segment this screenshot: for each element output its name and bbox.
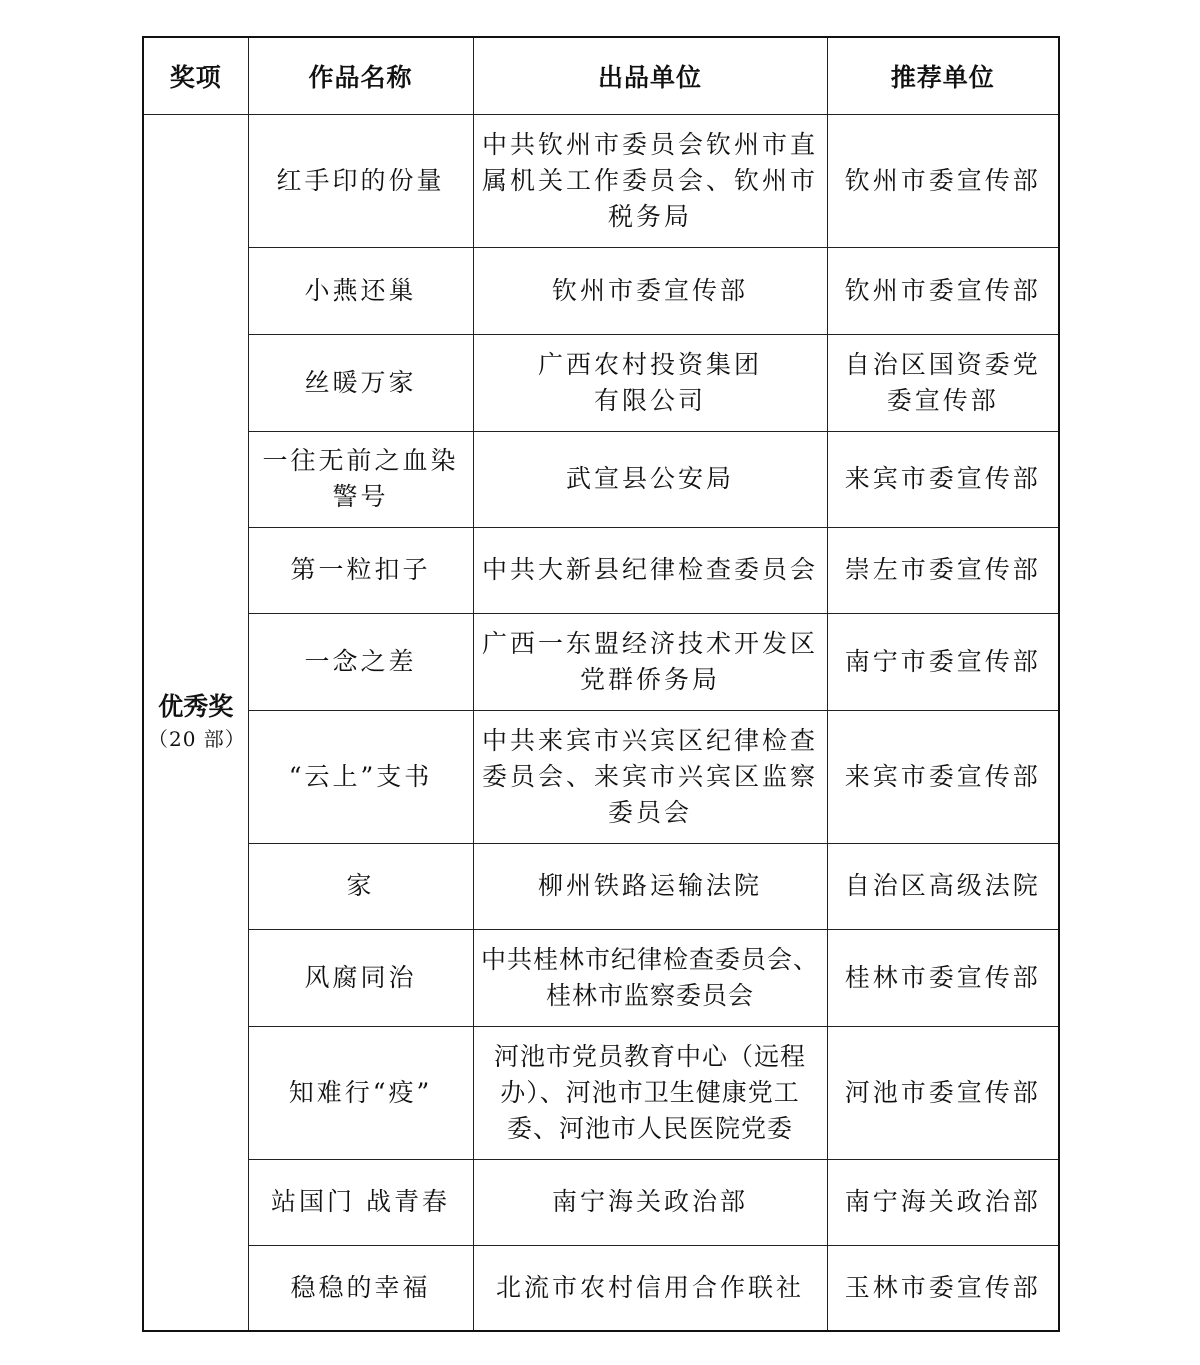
producer-cell: 中共来宾市兴宾区纪律检查委员会、来宾市兴宾区监察委员会 bbox=[473, 710, 827, 843]
work-name-cell: 家 bbox=[248, 843, 473, 929]
recommender-cell: 自治区高级法院 bbox=[827, 843, 1059, 929]
work-name-cell: 小燕还巢 bbox=[248, 247, 473, 334]
work-name-cell: 站国门 战青春 bbox=[248, 1159, 473, 1245]
producer-cell: 广西一东盟经济技术开发区党群侨务局 bbox=[473, 613, 827, 710]
recommender-cell: 南宁市委宣传部 bbox=[827, 613, 1059, 710]
header-row bbox=[143, 37, 1059, 114]
work-name-cell: 知难行“疫” bbox=[248, 1026, 473, 1159]
header-producer: 出品单位 bbox=[473, 37, 827, 114]
recommender-cell: 来宾市委宣传部 bbox=[827, 431, 1059, 527]
work-name-cell: 风腐同治 bbox=[248, 929, 473, 1026]
recommender-cell: 自治区国资委党委宣传部 bbox=[827, 334, 1059, 431]
header-award: 奖项 bbox=[143, 37, 248, 114]
recommender-cell: 钦州市委宣传部 bbox=[827, 247, 1059, 334]
recommender-cell: 来宾市委宣传部 bbox=[827, 710, 1059, 843]
award-category-cell bbox=[143, 114, 248, 1331]
table-row bbox=[143, 1159, 1059, 1245]
recommender-cell: 南宁海关政治部 bbox=[827, 1159, 1059, 1245]
award-count: （20 部） bbox=[148, 727, 246, 752]
recommender-cell: 崇左市委宣传部 bbox=[827, 527, 1059, 613]
producer-cell: 柳州铁路运输法院 bbox=[473, 843, 827, 929]
producer-cell: 武宣县公安局 bbox=[473, 431, 827, 527]
producer-cell: 北流市农村信用合作联社 bbox=[473, 1245, 827, 1331]
producer-cell: 中共桂林市纪律检查委员会、桂林市监察委员会 bbox=[473, 929, 827, 1026]
producer-cell: 南宁海关政治部 bbox=[473, 1159, 827, 1245]
work-name-cell: 红手印的份量 bbox=[248, 114, 473, 247]
table-row bbox=[143, 334, 1059, 431]
producer-cell: 中共大新县纪律检查委员会 bbox=[473, 527, 827, 613]
recommender-cell: 河池市委宣传部 bbox=[827, 1026, 1059, 1159]
table-row bbox=[143, 114, 1059, 247]
producer-cell: 中共钦州市委员会钦州市直属机关工作委员会、钦州市税务局 bbox=[473, 114, 827, 247]
recommender-cell: 桂林市委宣传部 bbox=[827, 929, 1059, 1026]
table-row bbox=[143, 247, 1059, 334]
work-name-cell: 第一粒扣子 bbox=[248, 527, 473, 613]
awards-table bbox=[142, 36, 1060, 1332]
work-name-cell: “云上”支书 bbox=[248, 710, 473, 843]
work-name-cell: 丝暖万家 bbox=[248, 334, 473, 431]
producer-cell: 钦州市委宣传部 bbox=[473, 247, 827, 334]
table-row bbox=[143, 431, 1059, 527]
header-work-name: 作品名称 bbox=[248, 37, 473, 114]
award-name: 优秀奖 bbox=[158, 692, 234, 722]
recommender-cell: 玉林市委宣传部 bbox=[827, 1245, 1059, 1331]
producer-cell: 河池市党员教育中心（远程办）、河池市卫生健康党工委、河池市人民医院党委 bbox=[473, 1026, 827, 1159]
table-row bbox=[143, 843, 1059, 929]
table-row bbox=[143, 1026, 1059, 1159]
work-name-cell: 一往无前之血染警号 bbox=[248, 431, 473, 527]
header-recommender: 推荐单位 bbox=[827, 37, 1059, 114]
table-row bbox=[143, 613, 1059, 710]
work-name-cell: 一念之差 bbox=[248, 613, 473, 710]
table-row bbox=[143, 527, 1059, 613]
table-row bbox=[143, 710, 1059, 843]
recommender-cell: 钦州市委宣传部 bbox=[827, 114, 1059, 247]
table-row bbox=[143, 1245, 1059, 1331]
work-name-cell: 稳稳的幸福 bbox=[248, 1245, 473, 1331]
producer-cell: 广西农村投资集团有限公司 bbox=[473, 334, 827, 431]
table-row bbox=[143, 929, 1059, 1026]
